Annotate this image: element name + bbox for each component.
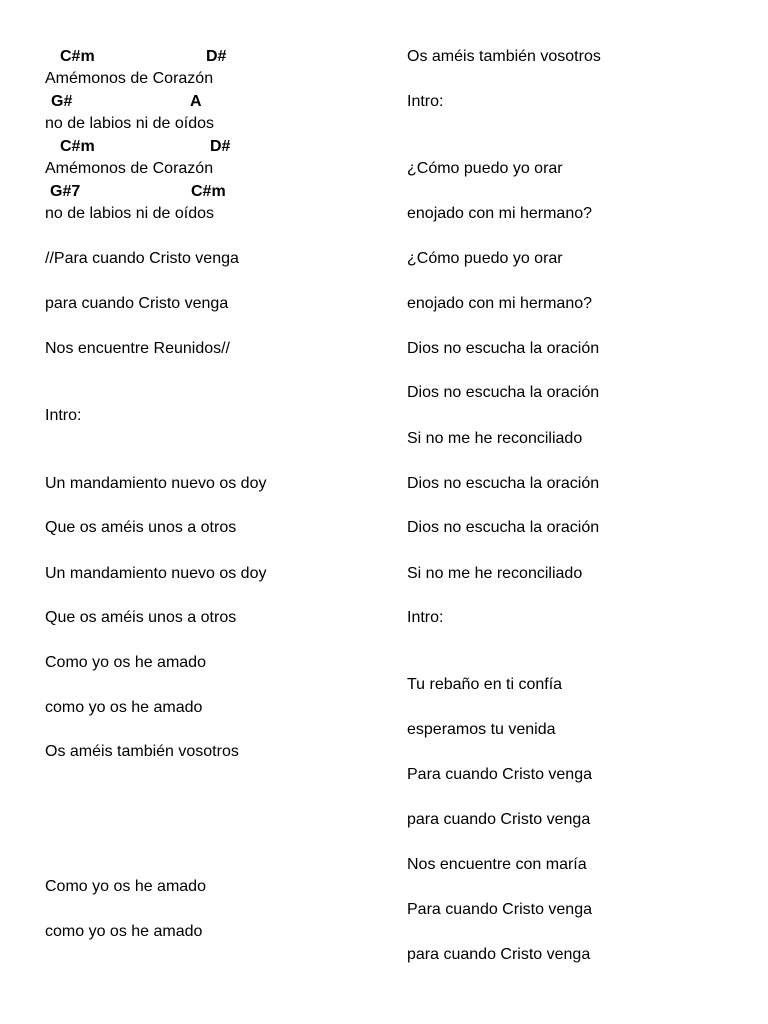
lyric-line: Un mandamiento nuevo os doy <box>45 475 267 492</box>
lyric-line: esperamos tu venida <box>407 721 556 738</box>
section-label: Intro: <box>45 407 82 424</box>
lyric-line: Dios no escucha la oración <box>407 384 600 401</box>
lyric-line: Tu rebaño en ti confía <box>407 676 563 693</box>
chord: G#7 <box>50 183 81 200</box>
lyric-line: Un mandamiento nuevo os doy <box>45 565 267 582</box>
lyric-line: Como yo os he amado <box>45 654 206 671</box>
lyric-line: ¿Cómo puedo yo orar <box>407 160 563 177</box>
lyric-line: Para cuando Cristo venga <box>407 901 592 918</box>
lyric-line: Como yo os he amado <box>45 878 206 895</box>
lyric-line: como yo os he amado <box>45 699 203 716</box>
lyric-line: no de labios ni de oídos <box>45 205 215 222</box>
lyric-line: Os améis también vosotros <box>407 48 601 65</box>
lyric-line: enojado con mi hermano? <box>407 205 593 222</box>
chord: D# <box>210 138 231 155</box>
lyric-line: Si no me he reconciliado <box>407 430 583 447</box>
lyric-line: Nos encuentre Reunidos// <box>45 340 230 357</box>
chord: D# <box>206 48 227 65</box>
chord: C#m <box>191 183 226 200</box>
lyric-line: Que os améis unos a otros <box>45 519 237 536</box>
section-label: Intro: <box>407 609 444 626</box>
lyric-line: enojado con mi hermano? <box>407 295 593 312</box>
lyric-line: Para cuando Cristo venga <box>407 766 592 783</box>
lyric-line: Que os améis unos a otros <box>45 609 237 626</box>
lyric-line: no de labios ni de oídos <box>45 115 215 132</box>
lyric-line: como yo os he amado <box>45 923 203 940</box>
section-label: Intro: <box>407 93 444 110</box>
lyric-line: Os améis también vosotros <box>45 743 239 760</box>
chord: A <box>190 93 202 110</box>
lyric-line: para cuando Cristo venga <box>45 295 229 312</box>
lyric-line: Dios no escucha la oración <box>407 340 600 357</box>
chord: C#m <box>60 138 95 155</box>
lyric-line: para cuando Cristo venga <box>407 811 591 828</box>
lyric-line: Dios no escucha la oración <box>407 519 600 536</box>
lyric-line: Si no me he reconciliado <box>407 565 583 582</box>
lyric-line: Amémonos de Corazón <box>45 160 214 177</box>
lyric-line: Amémonos de Corazón <box>45 70 214 87</box>
chord: G# <box>51 93 73 110</box>
chord: C#m <box>60 48 95 65</box>
lyric-line: para cuando Cristo venga <box>407 946 591 963</box>
lyric-line: //Para cuando Cristo venga <box>45 250 239 267</box>
lyric-line: Nos encuentre con maría <box>407 856 587 873</box>
lyric-line: Dios no escucha la oración <box>407 475 600 492</box>
lyric-line: ¿Cómo puedo yo orar <box>407 250 563 267</box>
